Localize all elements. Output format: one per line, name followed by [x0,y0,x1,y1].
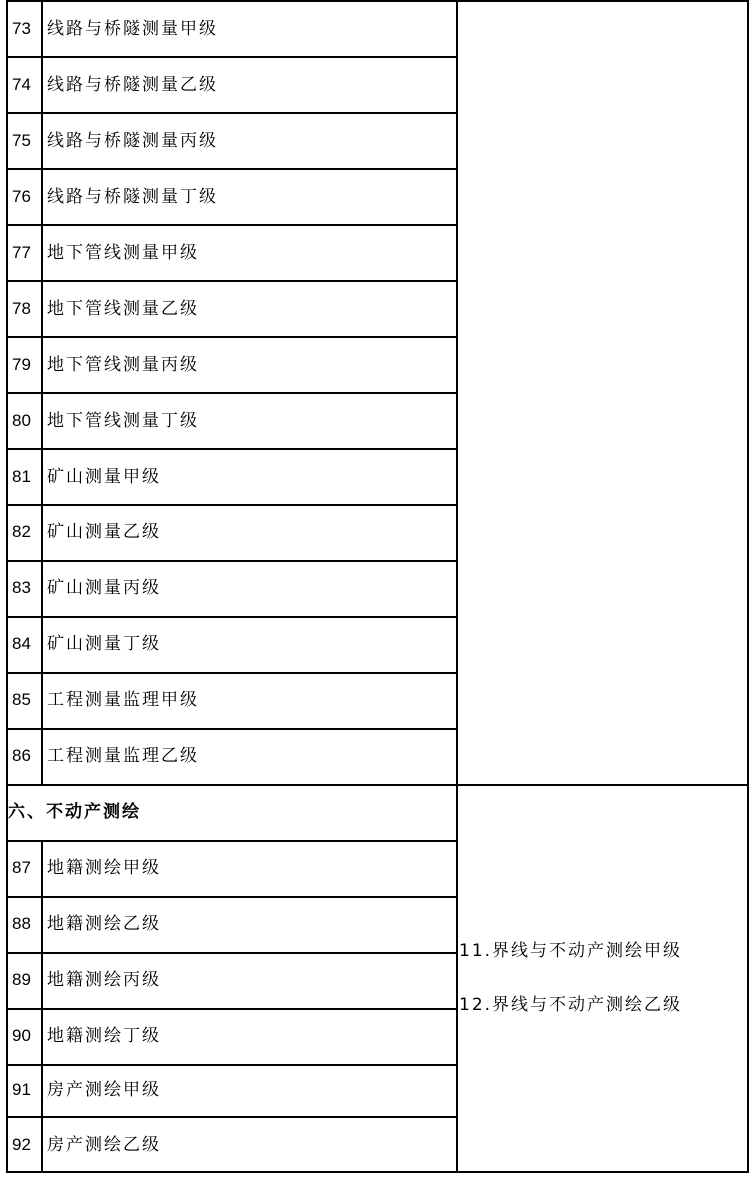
table-left-border [6,0,8,1172]
qualification-name: 工程测量监理甲级 [47,690,199,710]
row-divider [6,896,457,898]
row-number: 88 [12,914,31,933]
row-divider [6,280,457,282]
row-number: 80 [12,411,31,430]
qualification-name: 线路与桥隧测量丙级 [47,131,218,151]
row-divider [6,224,457,226]
qualification-name: 地下管线测量丁级 [47,411,199,431]
qualification-name: 线路与桥隧测量丁级 [47,187,218,207]
qualification-name: 地下管线测量丙级 [47,355,199,375]
row-divider [6,112,457,114]
row-divider [6,1116,457,1118]
row-divider [6,1064,457,1066]
row-number: 91 [12,1080,31,1099]
block-divider [6,784,749,786]
row-number: 92 [12,1135,31,1154]
qualification-name: 地籍测绘乙级 [47,914,161,934]
row-divider [6,728,457,730]
mapped-qualification: 12.界线与不动产测绘乙级 [459,995,683,1015]
qualification-name: 房产测绘甲级 [47,1080,161,1100]
row-number: 76 [12,187,31,206]
row-number: 82 [12,522,31,541]
qualification-name: 工程测量监理乙级 [47,746,199,766]
row-divider [6,560,457,562]
qualification-name: 线路与桥隧测量甲级 [47,19,218,39]
row-divider [6,56,457,58]
row-number: 77 [12,243,31,262]
qualification-name: 房产测绘乙级 [47,1135,161,1155]
row-number: 87 [12,858,31,877]
row-number: 73 [12,19,31,38]
row-number: 85 [12,690,31,709]
qualification-name: 地籍测绘甲级 [47,858,161,878]
table-right-border [747,0,749,1172]
row-divider [6,672,457,674]
row-number: 74 [12,75,31,94]
row-divider [6,448,457,450]
row-number: 78 [12,299,31,318]
row-divider [6,392,457,394]
row-number: 79 [12,355,31,374]
row-number: 83 [12,578,31,597]
qualification-name: 地籍测绘丁级 [47,1026,161,1046]
table-top-border [6,0,749,2]
column-divider-main [456,0,458,1172]
row-number: 75 [12,131,31,150]
qualification-name: 地籍测绘丙级 [47,970,161,990]
row-divider [6,952,457,954]
qualification-name: 地下管线测量乙级 [47,299,199,319]
qualification-name: 地下管线测量甲级 [47,243,199,263]
qualification-name: 矿山测量乙级 [47,522,161,542]
row-divider [6,168,457,170]
section-title: 六、不动产测绘 [8,802,141,822]
row-number: 84 [12,634,31,653]
mapped-qualification: 11.界线与不动产测绘甲级 [459,941,683,961]
column-divider-number-bottom [41,840,43,1172]
table-bottom-border [6,1171,749,1173]
row-number: 86 [12,746,31,765]
row-number: 81 [12,467,31,486]
qualification-name: 矿山测量甲级 [47,467,161,487]
row-divider [6,504,457,506]
row-number: 89 [12,970,31,989]
row-divider [6,616,457,618]
row-number: 90 [12,1026,31,1045]
row-divider [6,336,457,338]
qualification-name: 线路与桥隧测量乙级 [47,75,218,95]
row-divider [6,840,457,842]
qualification-name: 矿山测量丙级 [47,578,161,598]
row-divider [6,1008,457,1010]
qualification-name: 矿山测量丁级 [47,634,161,654]
